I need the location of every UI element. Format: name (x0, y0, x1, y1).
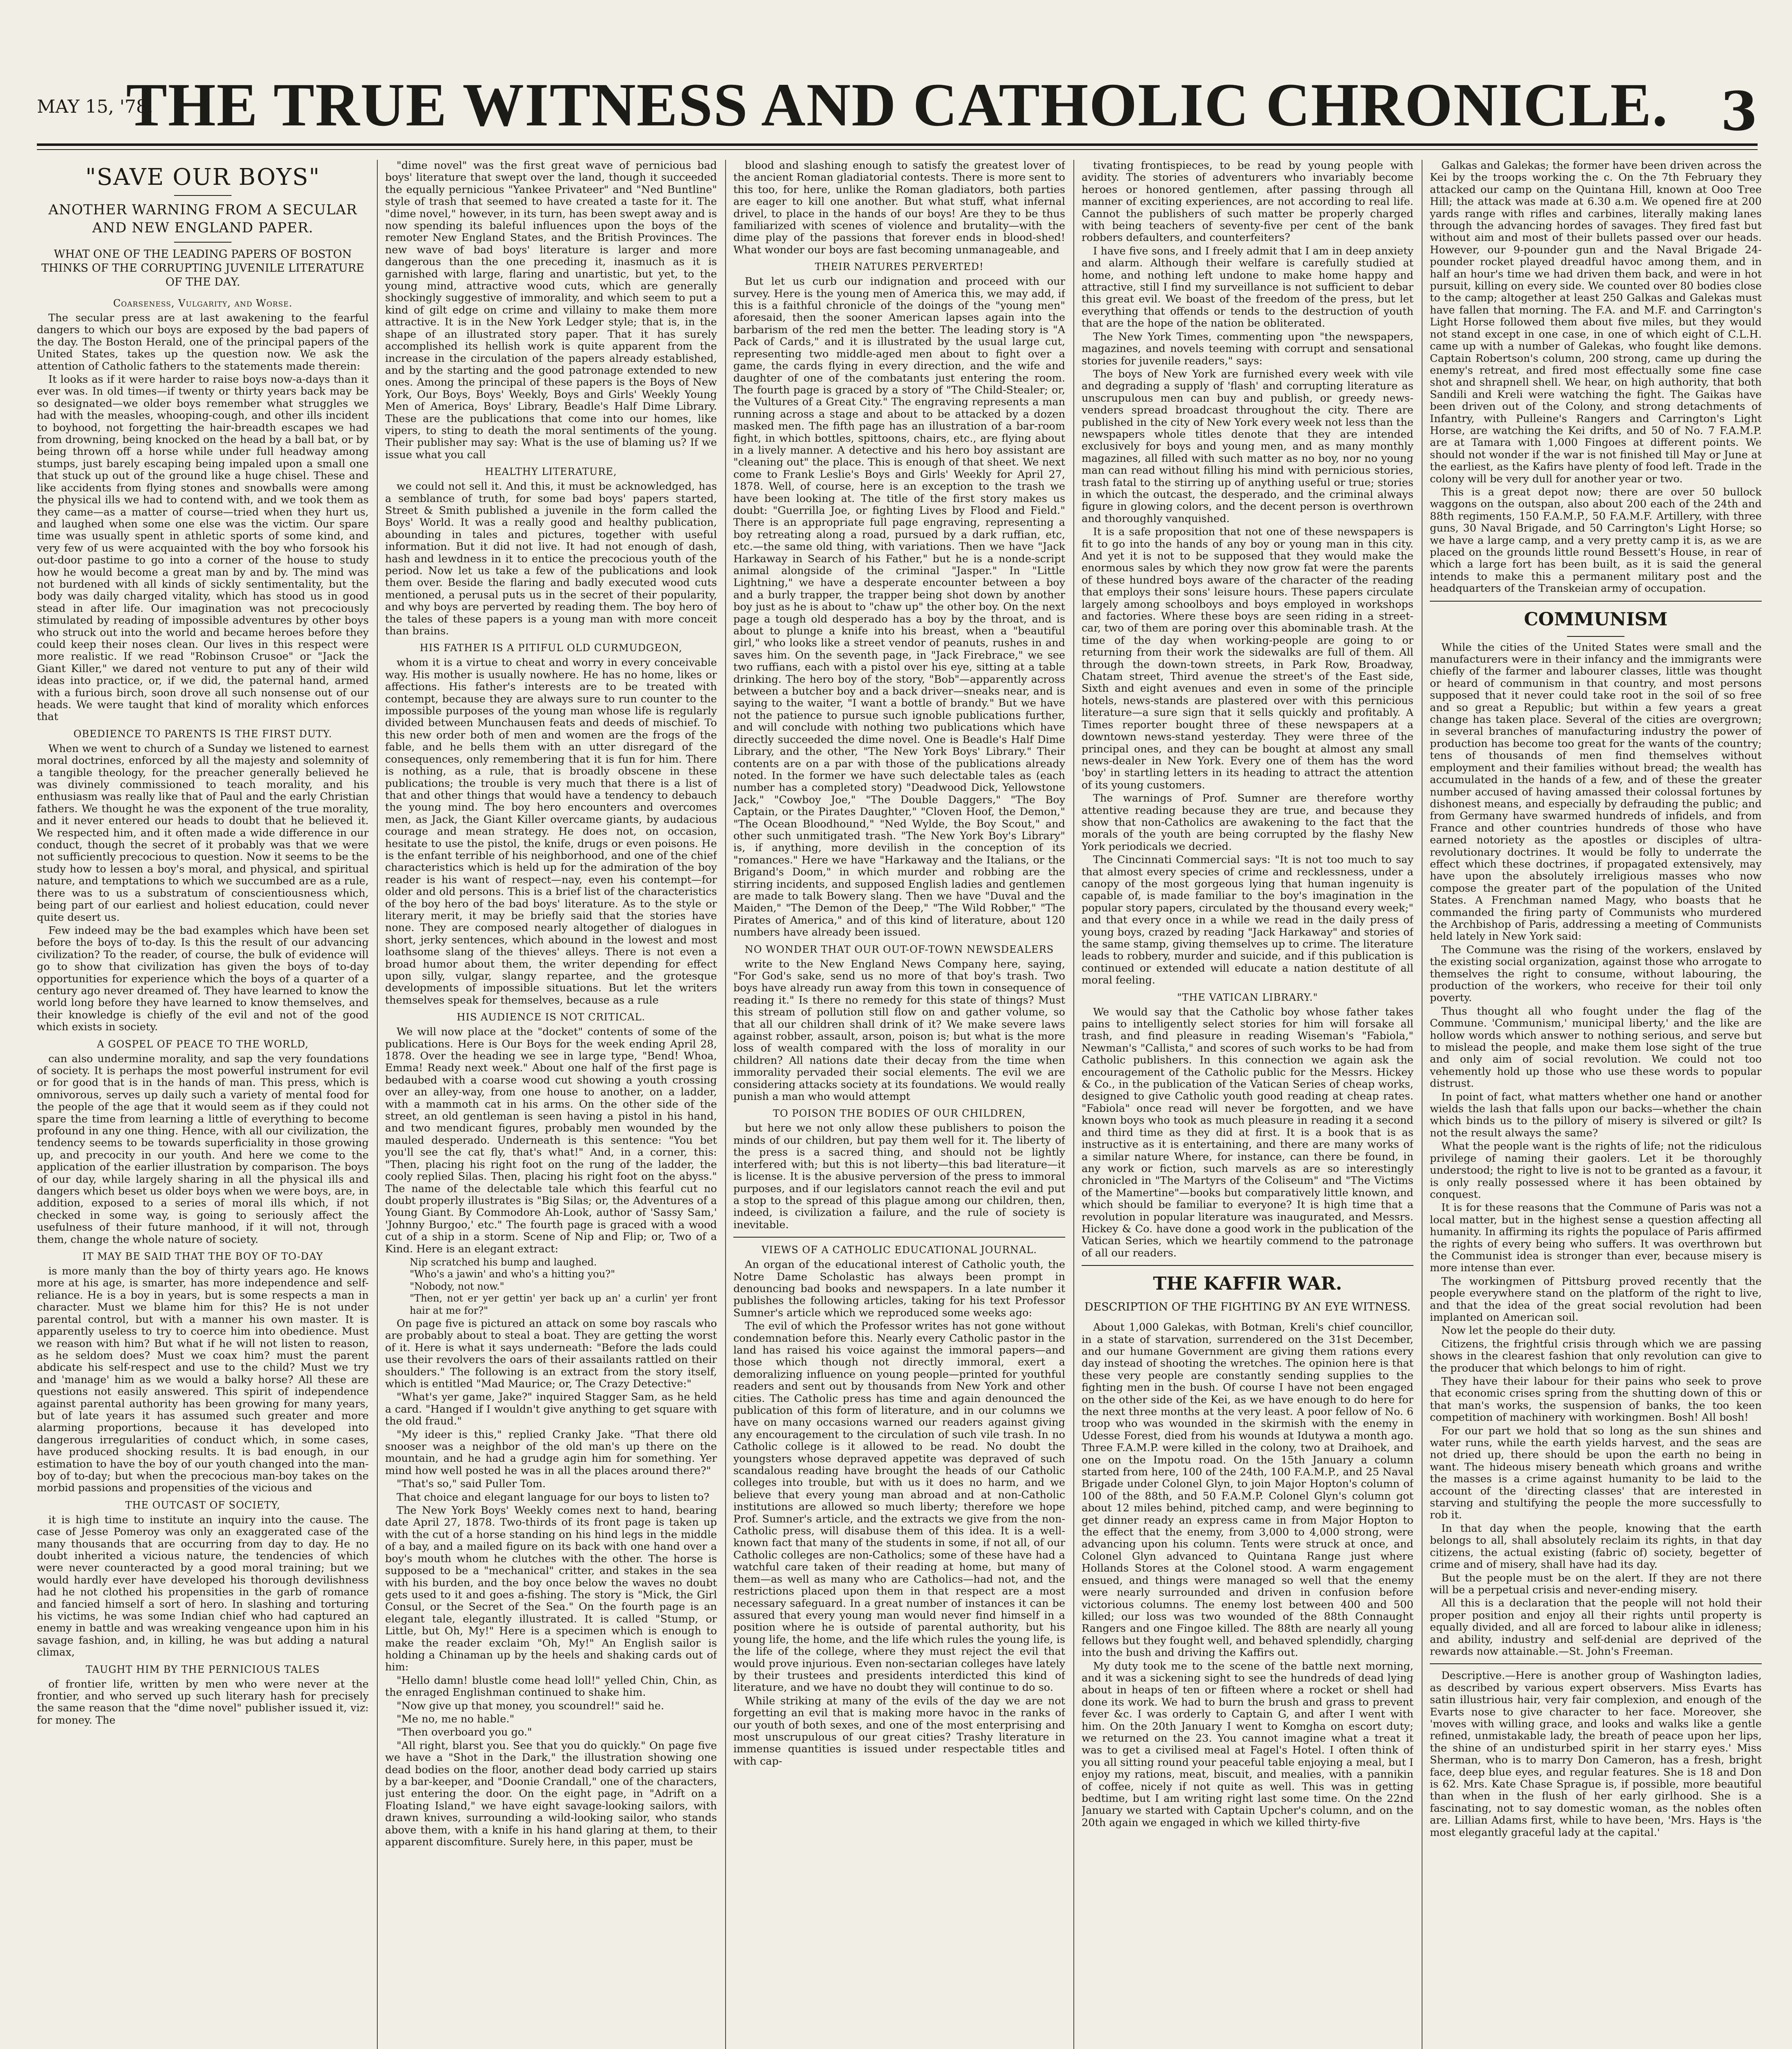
subhead: A GOSPEL OF PEACE TO THE WORLD, (97, 1038, 309, 1050)
headline-catholic-journal: VIEWS OF A CATHOLIC EDUCATIONAL JOURNAL. (761, 1244, 1037, 1256)
paragraph: Galkas and Galekas; the former have been driven across the Kei by the troops working the c. On the 7th February they attacked our camp on the Quintana Hill, known at Ooo Tree Hill; the attack was made at 6.30 a.m. We opened fire at 200 yards range with rifles and carbines, literally making lanes through the advancing hordes of savages. They fired fast but without aim and most of their bullets passed over our heads. However, our 9-pounder gun and the Naval Brigade 24-pounder rocket played dreadful havoc among them, and in half an hour's time we had driven them back, and were in hot pursuit, killing on every side. We counted over 80 bodies close to the camp; altogether at least 250 Galkas and Galekas must have fallen that morning. The F.A. and M.F. and Carrington's Light Horse followed them about five miles, but they would not stand except in one case, in one of which eight of C.L.H. came up with a number of Galekas, who fought like demons. Captain Robertson's column, 200 strong, came up during the enemy's retreat, and fired most effectually some fine case shot and shrapnell shell. We hear, on high authority, that both Sandili and Kreli were watching the fight. The Gaikas have been driven out of the Colony, and strong detachments of Infantry, with Pulleine's Rangers and Carrington's Light Horse, are watching the Kei drifts, and 50 of No. 7 F.A.M.P. are at Tamara with 1,000 Fingoes at different points. We should not wonder if the war is not finished till May or June at the earliest, as the Kafirs have plenty of food left. Trade in the colony will be very dull for another year or two. (1430, 160, 1762, 485)
paragraph: They have their labour for their pains who seek to prove that economic crises spring from the shutting down of this or that man's works, the suspension of banks, the too keen competition of machinery with workingmen. Bosh! All bosh! (1430, 1375, 1762, 1424)
paragraph: Few indeed may be the bad examples which have been set before the boys of to-day. Is this the result of our advancing civilization? To the reader, of course, the bulk of evidence will go to show that civilization has given the boys of to-day opportunities for experience which the boys of a quarter of a century ago never dreamed of. They have learned to know the world long before they have learned to know themselves, and their knowledge is chiefly of the evil and not of the good which exists in society. (37, 924, 369, 1034)
subhead: Coarseness, Vulgarity, and Worse. (113, 298, 293, 309)
paragraph: That choice and elegant language for our boys to listen to? (397, 1491, 710, 1504)
paragraph: is more manly than the boy of thirty years ago. He knows more at his age, is smarter, has more independence and self-reliance. He is a boy in years, but is some respects a man in character. Must we blame him for this? He is not under parental control, but with a manner his own master. It is apparently useless to try to coerce him into obedience. Must we reason with him? But what if he will not listen to reason, as he seldom does? Must we coax him? must the parent abdicate his self-respect and use to the child? Must we try and 'manage' him as we would a balky horse? All these are questions not easily answered. This spirit of independence against parental authority has been growing for many years, but of late years it has assumed such greater and more alarming proportions, because it has developed into dangerous irregularities of conduct which, in some cases, have produced shocking results. It is bad enough, in our estimation to have the boy of our youth changed into the man-boy of to-day; but when the precocious man-boy takes on the morbid passions and propensities of the vicious and (37, 1265, 369, 1495)
paragraph: While striking at many of the evils of the day we are not forgetting an evil that is making more havoc in the ranks of our youth of both sexes, and one of the most enterprising and most unscrupulous of our great cities? Trashy literature in immense quantities is issued under respectable titles and with cap- (733, 1695, 1065, 1767)
subhead: IT MAY BE SAID THAT THE BOY OF TO-DAY (82, 1251, 323, 1263)
paragraph: My duty took me to the scene of the battle next morning, and it was a sickening sight to see the hundreds of dead lying about in heaps of ten or fifteen where a rocket or shell had done its work. We had to burn the brush and grass to prevent fever &c. I was orderly to Captain G, and after I went with him. On the 20th January I went to Komgha on escort duty; we returned on the 23. You cannot imagine what a treat it was to get a civilised meal at Fagel's Hotel. I often think of you all sitting round your peaceful table enjoying a meal, but I enjoy my rations, meat, biscuit, and mealies, with a pannikin of coffee, nicely if not quite as well. This was in getting bedtime, but I am writing right last some time. On the 22nd January we started with Captain Upcher's column, and on the 20th again we engaged in which we killed thirty-five (1082, 1660, 1413, 1829)
separator (733, 1237, 1065, 1238)
paragraph: "Then overboard you go." (397, 1726, 532, 1739)
paragraph: In point of fact, what matters whether one hand or another wields the lash that falls upon our backs—whether the chain which binds us to the pillory of misery is silvered or gilt? Is not the result always the same? (1430, 1090, 1762, 1139)
headline-kaffir-war: THE KAFFIR WAR. (1153, 1273, 1342, 1295)
subhead: HIS FATHER IS A PITIFUL OLD CURMUDGEON, (420, 642, 683, 654)
paragraph: can also undermine morality, and sap the very foundations of society. It is perhaps the most powerful instrument for evil or for good that is in the hands of man. This press, which is omnivorous, serves up daily such a variety of mental food for the people of the age that it would seem as if they could not spare the time from learning a little of everything to become profound in any one thing. Hence, with all our civilization, the tendency seems to be towards superficiality in those growing up, and precocity in our youth. And here we come to the application of the earlier illustration by comparison. The boys of our day, while largely sharing in all the physical ills and dangers which beset us older boys when we were boys, are, in addition, exposed to a series of moral ills which, if not checked in some way, is going to seriously affect the usefulness of their future manhood, if it will not, through them, change the whole nature of society. (37, 1052, 369, 1246)
paragraph: The warnings of Prof. Sumner are therefore worthy attentive reading because they are true, and because they show that non-Catholics are awakening to the fact that the morals of the youth are being corrupted by the flashy New York periodicals we decried. (1082, 792, 1413, 853)
paragraph: "Me no, me no hable." (397, 1713, 515, 1725)
subhead: TAUGHT HIM BY THE PERNICIOUS TALES (86, 1663, 320, 1675)
subhead: OBEDIENCE TO PARENTS IS THE FIRST DUTY. (73, 728, 332, 740)
deck: ANOTHER WARNING FROM A SECULAR AND NEW ENGLAND PAPER. (48, 202, 357, 236)
paragraph: The New York Boys' Weekly comes next to hand, bearing date April 27, 1878. Two-thirds of its front page is taken up with the cut of a horse standing on his hind legs in the middle of a bay, and a mailed figure on its back with one hand over a boy's mouth whom he clutches with the other. The horse is supposed to be a "mechanical" critter, and stakes in the sea with his burden, and the boy once below the waves no doubt gets used to it and goes a-fishing. The story is "Mick, the Girl Consul, or the Secret of the Sea." On the fourth page is an elegant tale, elegantly illustrated. It is called "Stump, or Little, but Oh, My!" Here is a specimen which is enough to make the reader exclaim "Oh, My!" An English sailor is holding a Chinaman up by the heels and shaking cards out of him: (385, 1504, 717, 1674)
paragraph: An organ of the educational interest of Catholic youth, the Notre Dame Scholastic has always been prompt in denouncing bad books and newspapers. In a late number it publishes the following articles, taking for his text Professor Sumner's article which we reproduced some weeks ago: (733, 1258, 1065, 1319)
paragraph: whom it is a virtue to cheat and worry in every conceivable way. His mother is usually nowhere. He has no home, likes or affections. His father's interests are to be treated with contempt, because they are always sure to run counter to the impossible purposes of the young man whose life is regularly divided between Munchausen feats and deeds of mischief. To this new order both of men and women are the frogs of the fable, and he bells them with an utter disregard of the consequences, only remembering that it is fun for him. There is nothing, as a rule, that is broadly obscene in these publications; the trouble is very much that there is a list of that and other things that would have a tendency to debauch the young mind. The boy hero encounters and overcomes men, as Jack, the Giant Killer overcame giants, by audacious courage and mean strategy. He does not, on occasion, hesitate to use the pistol, the knife, drugs or even poisons. He is the enfant terrible of his neighborhood, and one of the chief characteristics which is held up for the admiration of the boy reader is his want of respect—nay, even his contempt—for older and old persons. This is a brief list of the characteristics of the boy hero of the bad boys' literature. As to the style or literary merit, it may be briefly said that the stories have none. They are composed nearly altogether of dialogues in short, jerky sentences, which abound in the lowest and most loathsome slang of the thieves' alleys. There is not even a broad humor about them, the writer depending for effect upon silly, vulgar, slangy repartee, and the grotesque developments of impossible situations. But let the writers themselves speak for themselves, because as a rule (385, 656, 717, 1006)
column-5 (1430, 160, 1762, 2049)
masthead (37, 57, 1758, 143)
paragraph: "Hello damn! blustle come head loll!" yelled Chin, Chin, as the enraged Englishman continued to shake him. (385, 1674, 717, 1699)
masthead-rule (37, 143, 1758, 146)
newspaper-title: THE TRUE WITNESS AND CATHOLIC CHRONICLE. (126, 71, 1669, 139)
paragraph: It is a safe proposition that not one of these newspapers is fit to go into the hands of any boy or young man in this city. And yet it is not to be supposed that they would make the enormous sales by which they now grow fat were the parents of these hundred boys aware of the character of the reading that employs their sons' leisure hours. These papers circulate largely among schoolboys and boys employed in workshops and factories. Where these boys are seen riding in a street-car, two of them are poring over this abominable trash. At the time of the day when working-people are going to or returning from their work the sidewalks are full of them. All through the down-town streets, in Park Row, Broadway, Chatam street, Third avenue the street's of the East side, Sixth and eight avenues and even in some of the principle hotels, news-stands are plastered over with this pernicious literature—a sure sign that it sells quickly and profitably. A Times reporter bought three of these newspapers at a downtown news-stand yesterday. They were three of the principal ones, and they can be bought at almost any small news-dealer in New York. Every one of them has the word 'boy' in startling letters in its heading to attract the attention of its young customers. (1082, 526, 1413, 791)
paragraph: For our part we hold that so long as the sun shines and water runs, while the earth yields harvest, and the seas are not dried up, there should be upon the earth no being in want. The hideous misery beneath which groans and writhe the masses is a crime against humanity to be laid to the account of the 'directing classes' that are interested in starving and stultifying the people the more successfully to rob it. (1430, 1424, 1762, 1522)
headline-save-our-boys: "SAVE OUR BOYS" (85, 164, 320, 191)
paragraph: we could not sell it. And this, it must be acknowledged, has a semblance of truth, for some bad boys' papers started, Street & Smith published a juvenile in the form called the Boys' World. It was a really good and healthy publication, abounding in tales and pictures, together with useful information. But it did not live. It had not enough of dash, hash and lewdness in it to entice the precocious youth of the period. Now let us take a few of the publications and look them over. Beside the flaring and badly executed wood cuts mentioned, a perusal puts us in the secret of their popularity, and why boys are perverted by reading them. The boy hero of the tales of these papers is a young man with more conceit than brains. (385, 480, 717, 638)
paragraph: It looks as if it were harder to raise boys now-a-days than it ever was. In old times—if twenty or thirty years back may be so designated—we older boys remember what struggles we had with the measles, whooping-cough, and other ills incident to boyhood, not forgetting the hair-breadth escapes we had from drowning, being knocked on the head by a ball bat, or by being thrown off a horse while under full headway among stumps, just barely escaping being impaled upon a small one that stuck up out of the ground like a huge chisel. These and like accidents from flying stones and snowballs were among the physical ills we had to contend with, and we took them as they came—as a matter of course—tried when they hurt us, and laughed when some one else was the victim. Our spare time was usually spent in athletic sports of some kind, and very few of us were acquainted with the boy who forsook his out-door pastime to go into a corner of the house to study how he would become a great man by and by. The mind was not burdened with all kinds of sickly sentimentality, but the body was daily charged vitality, which has stood us in good stead in after life. Our imagination was not precociously stimulated by reading of impossible adventures by other boys who struck out into the world and became heroes before they could keep their noses clean. Our lives in this respect were more realistic. If we read "Robinson Crusoe" or "Jack the Giant Killer," we dared not venture to put any of their wild ideas into practice, or, if we did, the paternal hand, armed with a furious birch, soon drove all such nonsense out of our heads. We were taught that kind of morality which enforces that (37, 373, 369, 723)
headline-communism: COMMUNISM (1524, 609, 1668, 630)
subhead: NO WONDER THAT OUR OUT-OF-TOWN NEWSDEALERS (744, 943, 1054, 955)
paragraph: Now let the people do their duty. (1441, 1324, 1616, 1337)
paragraph: "What's yer game, Jake?" inquired Stagger Sam, as he held a card. "Hanged if I wouldn't give anything to get square with the old fraud." (385, 1391, 717, 1428)
paragraph: blood and slashing enough to satisfy the greatest lover of the ancient Roman gladiatorial contests. There is more sent to this too, for here, unlike the Roman gladiators, both parties are eager to kill one another. But what stuff, what infernal drivel, to place in the hands of our boys! Are they to be thus familiarized with scenes of violence and brutality—with the dime play of the passions that forever ends in blood-shed! What wonder our boys are fast becoming unmanageable, and (733, 160, 1065, 256)
paragraph: Descriptive.—Here is another group of Washington ladies, as described by various expert observers. Miss Evarts has satin illustrious hair, very fair complexion, and enough of the Evarts nose to give character to her face. Moreover, she 'moves with willing grace, and looks and walks like a gentle refined, unmistakable lady, the breath of peace upon her lips, the shine of an undisturbed spirit in her starry eyes.' Miss Sherman, who is to marry Don Cameron, has a fresh, bright face, deep blue eyes, and regular features. She is 18 and Don is 62. Mrs. Kate Chase Sprague is, if possible, more beautiful than when in the flush of her early girlhood. She is a fascinating, not to say domestic woman, as the nobles often are. Lillian Adams first, while to have been, 'Mrs. Hays is 'the most elegantly graceful lady at the capital.' (1430, 1670, 1762, 1839)
paragraph: "That's so," said Puller Tom. (397, 1478, 546, 1490)
paragraph: it is high time to institute an inquiry into the cause. The case of Jesse Pomeroy was only an exaggerated case of the many thousands that are occurring from day to day. He no doubt inherited a vicious nature, the tendencies of which were never counteracted by a good moral training; but we would hardly ever have developed his thorough devilishness had he not clothed his propensities in the garb of romance and fancied himself a sort of hero. In slashing and torturing his victims, he was some Indian chief who had captured an enemy in battle and was wreaking vengeance upon him in his savage fashion, and, in killing, he was but adding a natural climax, (37, 1513, 369, 1659)
subdeck: WHAT ONE OF THE LEADING PAPERS OF BOSTON THINKS OF THE CORRUPTING JUVENILE LITERATURE OF THE DAY. (41, 248, 364, 288)
paragraph: When we went to church of a Sunday we listened to earnest moral doctrines, enforced by all the majesty and solemnity of a tangible theology, for the preacher generally believed he was divinely commissioned to teach morality, and his enthusiasm was really like that of Paul and the early Christian fathers. We thought he was the exponent of the true morality, and it never entered our heads to doubt that he believed it. We respected him, and it often made a wide difference in our conduct, though the secret of it probably was that we were not sufficiently precocious to question. Now it seems to be the study how to lessen a boy's moral, and physical, and spiritual nature, and temptations to which we succumbed are as a rule, there was to us a substratum of conscientiousness which, being part of our earliest and holiest education, could never quite desert us. (37, 742, 369, 924)
subhead: TO POISON THE BODIES OF OUR CHILDREN, (773, 1108, 1026, 1120)
paragraph: The boys of New York are furnished every week with vile and degrading a supply of 'flash' and corrupting literature as unscrupulous men can buy and publish, or greedy news-venders spread broadcast throughout the city. There are published in the city of New York every week not less than the newspapers whole titles denote that they are intended exclusively for boys and young men, and as many monthly magazines, all filled with such matter as no boy, nor no young man can read without filling his mind with pernicious stories, trash fatal to the stirring up of anything useful or true; stories in which the outcast, the desperado, and the criminal always figure in glowing colors, and the decent person is overthrown and thoroughly vanquished. (1082, 368, 1413, 525)
paragraph: On page five is pictured an attack on some boy rascals who are probably about to steal a boat. They are getting the worst of it. Here is what it says underneath: "Before the lads could use their revolvers the oars of their assailants rattled on their shoulders." The following is an extract from the story itself, which is entitled "Mad Maurice; or, The Crazy Detective:" (385, 1317, 717, 1390)
paragraph: write to the New England News Company here, saying, "For God's sake, send us no more of that boy's trash. Two boys have already run away from this town in consequence of reading it." Is there no remedy for this state of things? Must this stream of pollution still flow on and gather volume, so that all our children shall drink of it? We make severe laws against robber, assault, arson, poison is; but what is the more loss of wealth compared with the loss of morality in our children? All nations date their decay from the time when immorality pervaded their social elements. The evil we are considering attacks society at its foundations. We would really punish a man who would attempt (733, 958, 1065, 1103)
subhead: HIS AUDIENCE IS NOT CRITICAL. (456, 1011, 646, 1023)
issue-date: MAY 15, '78. (37, 96, 154, 117)
separator (1567, 636, 1624, 637)
paragraph: tivating frontispieces, to be read by young people with avidity. The stories of adventurers who invariably become heroes or honored gentlemen, after passing through all manner of exciting experiences, are not according to real life. Cannot the publishers of such matter be properly charged with being teachers of seventy-five per cent of the bank robbers defaulters, and counterfeiters? (1082, 160, 1413, 244)
paragraph: "My ideer is this," replied Cranky Jake. "That there old snooser was a neighbor of the old man's up there on the mountain, and he had a grudge agin him for something. Yer mind how well posted he was in all the places around there?" (385, 1428, 717, 1477)
paragraph: The New York Times, commenting upon "the newspapers, magazines, and novels teeming with corrupt and sensational stories for juvenile readers," says: (1082, 330, 1413, 367)
paragraph: But the people must be on the alert. If they are not there will be a perpetual crisis and never-ending misery. (1430, 1572, 1762, 1596)
paragraph: Thus thought all who fought under the flag of the Commune. 'Communism,' municipal liberty,' and the like are hollow words which answer to nothing serious, and serve but to mislead the people, and make them lose sight of the true and only aim of social revolution. We could not too vehemently hold up those who use these words to popular distrust. (1430, 1005, 1762, 1090)
separator (174, 242, 231, 243)
paragraph: The evil of which the Professor writes has not gone without condemnation before this. Nearly every Catholic pastor in the land has raised his voice against the immoral papers—and those which though not directly immoral, exert a demoralizing influence on young people—printed for youthful readers and sent out by thousands from New York and other cities. The Catholic press has time and again denounced the publication of this form of literature, and in our columns we have on many occasions warned our readers against giving any encouragement to the circulation of such vile trash. In no Catholic college is it allowed to be read. No doubt the youngsters whose depraved appetite was depraved of such scandalous reading have brought the heads of our Catholic colleges into trouble, but with us it does no harm, and we believe that every young man abroad and at non-Catholic institutions are allowed so much liberty; therefore we hope Prof. Sumner's article, and the extracts we give from the non-Catholic press, will disabuse them of this idea. It is a well-known fact that many of the students in some, if not all, of our Catholic colleges are non-Catholics; some of these have had a watchful care taken of their reading at home, but many of them—as well as many who are Catholics—had not, and the restrictions placed upon them in that respect are a most necessary safeguard. In a great number of instances it can be assured that every young man would never find himself in a position where he is outside of parental authority, but his young life, the home, and the life which rules the young life, is the life of the college, where they must reject the evil that would prove injurious. Even non-sectarian colleges have lately by their trustees and presidents interdicted this kind of literature, and we have no doubt they will continue to do so. (733, 1320, 1065, 1694)
separator (1082, 1265, 1413, 1266)
page-number: 3 (1720, 80, 1758, 143)
subhead: THE OUTCAST OF SOCIETY, (125, 1499, 281, 1511)
subhead: THEIR NATURES PERVERTED! (814, 261, 984, 273)
paragraph: In that day when the people, knowing that the earth belongs to all, shall absolutely reclaim its rights, in that day citizens, the actual existing (fabric of) society, begetter of crime and of misery, shall have had its day. (1430, 1522, 1762, 1571)
column-rule (725, 160, 726, 2049)
paragraph: The workingmen of Pittsburg proved recently that the people everywhere stand on the platform of the right to live, and that the idea of the great social revolution had been implanted on American soil. (1430, 1275, 1762, 1324)
paragraph: but here we not only allow these publishers to poison the minds of our children, but pay them well for it. The liberty of the press is a sacred thing, and should not be lightly interfered with; but this is not liberty—this bad literature—it is license. It is the abusive perversion of the press to immoral purposes, and if our legislators cannot reach the evil and put a stop to the spread of this plague among our children, then, indeed, is civilization a failure, and the rule of society is inevitable. (733, 1122, 1065, 1231)
separator (174, 195, 231, 196)
paragraph: The Commune was the rising of the workers, enslaved by the existing social organization, against those who arrogate to themselves the right to consume, without labouring, the production of the workers, who receive for their toil only poverty. (1430, 943, 1762, 1004)
paragraph: We will now place at the "docket" contents of some of the publications. Here is Our Boys for the week ending April 28, 1878. Over the heading we see in large type, "Bend! Whoa, Emma! Ready next week." About one half of the first page is bedaubed with a coarse wood cut showing a youth crossing over an alley-way, from one house to another, on a ladder, with a mammoth cat in his arms. On the other side of the street, an old gentleman is seen having a pistol in his hand, and two mendicant figures, probably men wounded by the mauled desperado. Underneath is this sentence: "You bet you'll see the cat fly, that's what!" And, in a corner, this: "Then, placing his right foot on the rung of the ladder, the cooly replied Silas. Then, placing his right foot on the abyss." The name of the delectable tale which this fearful cut no doubt properly illustrates is "Big Silas; or, the Adventures of a Young Giant. By Commodore Ah-Look, author of 'Sassy Sam,' 'Johnny Burgoo,' etc." The fourth page is graced with a wood cut of a ship in a storm. Scene of Nip and Flip; or, Two of a Kind. Here is an elegant extract: (385, 1026, 717, 1255)
paragraph: All this is a declaration that the people will not hold their proper position and enjoy all their rights until property is equally divided, and all are forced to labour alike in idleness; and ability, industry and self-denial are deprived of the rewards now attainable.—St. John's Freeman. (1430, 1597, 1762, 1658)
separator (1430, 1663, 1762, 1664)
paragraph: of frontier life, written by men who were never at the frontier, and who served up such literary hash for precisely the same reason that the "dime novel" publisher issued it, viz: for money. The (37, 1678, 369, 1726)
column-3 (733, 160, 1065, 2049)
paragraph: It is for these reasons that the Commune of Paris was not a local matter, but in the highest sense a question affecting all humanity. In affirming its rights the populace of Paris affirmed the rights of every being who suffers. It was overthrown but the Communist idea is stronger than ever, because misery is more intense than ever. (1430, 1202, 1762, 1274)
separator (1430, 601, 1762, 602)
paragraph: This is a great depot now; there are over 50 bullock waggons on the outspan, also about 200 each of the 24th and 88th regiments, 150 F.A.M.P., 50 F.A.M.F. Artillery, with three guns, 30 Naval Brigade, and 50 Carrington's Light Horse; so we have a large camp, and a very pretty camp it is, as we are placed on the grounds little round Bessett's House, in rear of which a large fort has been built, as it is said the general intends to make this a permanent military post and the headquarters of the Transkeian army of occupation. (1430, 486, 1762, 595)
column-rule (1073, 160, 1074, 2049)
paragraph: Citizens, the frightful crisis through which we are passing shows in the clearest fashion that only revolution can give to the producer that which belongs to him of right. (1430, 1338, 1762, 1374)
paragraph: "dime novel" was the first great wave of pernicious bad boys' literature that swept over the land, though it succeeded the equally pernicious "Yankee Privateer" and "Ned Buntline" style of trash that seemed to have created a taste for it. The "dime novel," however, in its turn, has been swept away and is now spending its baleful influences upon the boys of the remoter New England States, and the British Provinces. The new wave of bad boys' literature is larger and more dangerous than the one preceding it, inasmuch as it is garnished with large, flaring and unartistic, but yet, to the young mind, attractive wood cuts, which are generally shockingly suggestive of immorality, and which seem to put a kind of gilt edge on crime and villainy to make them more attractive. It is in the New York Ledger style; that is, in the shape of an illustrated story paper. That it has surely accomplished its hellish work is quite apparent from the increase in the circulation of the papers already established, and by the starting and the good patronage extended to new ones. Among the principal of these papers is the Boys of New York, Our Boys, Boys' Weekly, Boys and Girls' Weekly Young Men of America, Boys' Library, Beadle's Half Dime Library. These are the publications that come into our homes, like vipers, to sting to death the moral sentiments of the young. Their publisher may say: What is the use of blaming us? If we issue what you call (385, 160, 717, 461)
paragraph: But let us curb our indignation and proceed with our survey. Here is the young men of America this, we may add, if this is a faithful chronicle of the doings of the "young men" aforesaid, then the sooner American lapses again into the barbarism of the red men the better. The leading story is "A Pack of Cards," and it is illustrated by the usual large cut, representing two middle-aged men about to fight over a game, the cards flying in every direction, and the wife and daughter of one of the combatants just entering the room. The fourth page is graced by a story of "The Child-Stealer; or, the Vultures of a Great City." The engraving represents a man running across a stage and about to be attacked by a dozen masked men. The fifth page has an illustration of a bar-room fight, in which bottles, spittoons, chairs, etc., are flying about in a lively manner. A detective and his hero boy assistant are "cleaning out" the place. This is enough of that sheet. We next come to Frank Leslie's Boys and Girls' Weekly for April 27, 1878. Well, of course, here is an exception to the trash we have been looking at. The title of the first story makes us doubt: "Guerrilla Joe, or fighting Lives by Flood and Field." There is an appropriate full page engraving, representing a boy retreating along a road, pursued by a dark ruffian, etc, etc.—the same old thing, with variations. Then we have "Jack Harkaway in Search of his Father," but he is a nonde-script animal alongside of the criminal "Jasper." In "Little Lightning," we have a desperate encounter between a boy and a burly trapper, the trapper being shot down by another boy just as he is about to "chaw up" the other boy. On the next page a tough old desperado has a boy by the throat, and is about to plunge a knife into his breast, when a "beautiful girl," who looks like a street vendor of peanuts, rushes in and saves him. On the seventh page, in "Jack Firebrace," we see two ruffians, each with a pistol over his eye, sitting at a table drinking. The hero boy of the story, "Bob"—apparently across between a butcher boy and a back driver—sneaks near, and is saying to the waiter, "I want a bottle of brandy." But we have not the patience to pursue such ignoble publications further, and will conclude with nothing two publications which have directly succeeded the dime novel. One is Beadle's Half Dime Library, and the other, "The New York Boys' Library." Their contents are on a par with those of the publications already noted. In the former we have such delectable tales as (each number has a completed story) "Deadwood Dick, Yellowstone Jack," "Cowboy Joe," "The Double Daggers," "The Boy Captain, or the Pirates Daughter," "Cloven Hoof, the Demon," "The Ocean Bloodhound," "Ned Wylde, the Boy Scout," and other such unmitigated trash. "The New York Boy's Library" is, if anything, more devilish in the conception of its "romances." Here we have "Harkaway and the Italians, or the Brigand's Doom," in which murder and robbing are the stirring incidents, and supposed English ladies and gentlemen are made to talk Bowery slang. Then we have "Duval and the Maiden," "The Demon of the Deep," "The Wild Robber," "The Pirates of America," and of this kind of literature, about 120 numbers have already been issued. (733, 275, 1065, 939)
paragraph: The Cincinnati Commercial says: "It is not too much to say that almost every species of crime and recklessness, under a canopy of the most gorgeous lying that human ingenuity is capable of, is made familiar to the boy's imagination in the popular story papers, circulated by the thousand every week;" and that every once in a while we read in the daily press of young boys, crazed by reading "Jack Harkaway" and stories of the same stamp, giving themselves up to crime. The literature leads to robbery, murder and suicide, and if this publication is continued or extended will educate a nation destitute of all moral feeling. (1082, 854, 1413, 987)
subdeck: DESCRIPTION OF THE FIGHTING BY AN EYE WITNESS. (1084, 1301, 1411, 1314)
column-4 (1082, 160, 1413, 2049)
subhead: HEALTHY LITERATURE, (485, 466, 617, 478)
column-1 (37, 160, 369, 2049)
subhead: "THE VATICAN LIBRARY." (1177, 991, 1318, 1003)
paragraph: We would say that the Catholic boy whose father takes pains to intelligently select stories for him will forsake all trash, and find pleasure in reading Wiseman's "Fabiola," Newman's "Callista," and scores of such works to be had from Catholic publishers. In this connection we again ask the encouragement of the Catholic public for the Messrs. Hickey & Co., in the publication of the Vatican Series of cheap works, designed to give Catholic youth good reading at cheap rates. "Fabiola" once read will never be forgotten, and we have known boys who took as much pleasure in reading it a second and third time as they did at first. It is a book that is as instructive as it is entertaining, and there are many works of a similar nature Where, for instance, can there be found, in any work or fiction, such marvels as are so interestingly chronicled in "The Martyrs of the Coliseum" and "The Victims of the Mamertine"—books but comparatively little known, and which should be familiar to everyone? It is high time that a revolution in popular literature was inaugurated, and Messrs. Hickey & Co. have done a good work in the publication of the Vatican Series, which we heartily commend to the patronage of all our readers. (1082, 1006, 1413, 1259)
verse-extract: Nip scratched his bump and laughed. "Who's a jawin' and who's a hitting you?" "Nobody, not now." "Then, not er yer gettin' yer back up an' a curlin' yer front hair at me for?" (410, 1256, 717, 1316)
paragraph: "All right, blarst you. See that you do quickly." On page five we have a "Shot in the Dark," the illustration showing one dead bodies on the floor, another dead body carried up stairs by a bar-keeper, and "Doonie Crandall," one of the characters, just entering the door. On the eight page, in "Adrift on a Floating Island," we have eight savage-looking sailors, with drawn knives, surrounding a wild-looking sailor, who stands above them, with a knife in his hand glaring at them, to their apparent discomfiture. Surely here, in this paper, must be (385, 1739, 717, 1849)
paragraph: About 1,000 Galekas, with Botman, Kreli's chief councillor, in a state of starvation, surrendered on the 31st December, and our humane Government are giving them rations every day instead of shooting the wretches. The opinion here is that these very people are constantly sending supplies to the fighting men in the bush. Of course I have not been engaged on the other side of the Kei, as we have enough to do here for the next three months at the very least. A poor fellow of No. 6 troop who was wounded in the skirmish with the enemy in Udesse Forest, died from his wounds at Idutywa a month ago. Three F.A.M.P. were killed in the colony, two at Draihoek, and one on the Impotu road. On the 15th January a column started from here, 100 of the 24th, 100 F.A.M.P., and 25 Naval Brigade under Colonel Glyn, to join Major Hopton's column of 100 of the 88th, and 50 F.A.M.P. Colonel Glyn's column got about 12 miles behind, pitched camp, and were beginning to get dinner ready an express came in from Major Hopton to the effect that the enemy, from 3,000 to 4,000 strong, were advancing upon his column. Tents were struck at once, and Colonel Glyn advanced to Quintana Range just where Hollands Stores at the Colonel stood. A warm engagement ensued, and things were managed so well that the enemy were nearly surrounded and driven in confusion before victorious columns. The enemy lost between 400 and 500 killed; our loss was two wounded of the 88th Connaught Rangers and one Fingoe killed. The 88th are nearly all young fellows but they fought well, and behaved splendidly, charging into the bush and driving the Kaffirs out. (1082, 1321, 1413, 1659)
masthead-rule-thin (37, 149, 1758, 150)
paragraph: "Now give up that money, you scoundrel!" said he. (397, 1699, 664, 1712)
paragraph: The secular press are at last awakening to the fearful dangers to which our boys are exposed by the bad papers of the day. The Boston Herald, one of the principal papers of the United States, takes up the question now. We ask the attention of Catholic fathers to the statements made therein: (37, 312, 369, 373)
column-rule (377, 160, 378, 2049)
paragraph: While the cities of the United States were small and the manufacturers were in their infancy and the immigrants were chiefly of the farmer and labourer classes, little was thought or heard of communism in that country, and most persons supposed that it never could take root in the soil of so free and so great a Republic; but within a few years a great change has taken place. Several of the cities are overgrown; in several branches of manufacturing industry the power of production has become too great for the wants of the country; tens of thousands of men find themselves without employment and their families without bread; the wealth has accumulated in the hands of a few, and of these the greater number accused of having amassed their colossal fortunes by dishonest means, and especially by defrauding the public; and from Germany have swarmed hundreds of infidels, and from France and other countries hundreds of those who have earned notoriety as the apostles or disciples of ultra-revolutionary doctrines. It would be folly to underrate the effect which these doctrines, if propagated extensively, may have upon the absolutely irreligious masses who now compose the greater part of the population of the United States. A Frenchman named Magy, who boasts that he commanded the firing party of Communists who murdered the Archbishop of Paris, addressing a meeting of Communists held lately in New York said: (1430, 641, 1762, 943)
paragraph: I have five sons, and I freely admit that I am in deep anxiety and alarm. Although their welfare is carefully studied at home, and nothing left undone to make home happy and attractive, still I find my surveillance is not sufficient to debar this great evil. We boast of the freedom of the press, but let everything that offends or tends to the destruction of youth that are the hope of the nation be obliterated. (1082, 245, 1413, 330)
paragraph: What the people want is the rights of life; not the ridiculous privilege of naming their gaolers. Let it be thoroughly understood; the right to live is not to be granted as a favour, it is only really possessed where it has been obtained by conquest. (1430, 1140, 1762, 1201)
column-2 (385, 160, 717, 2049)
